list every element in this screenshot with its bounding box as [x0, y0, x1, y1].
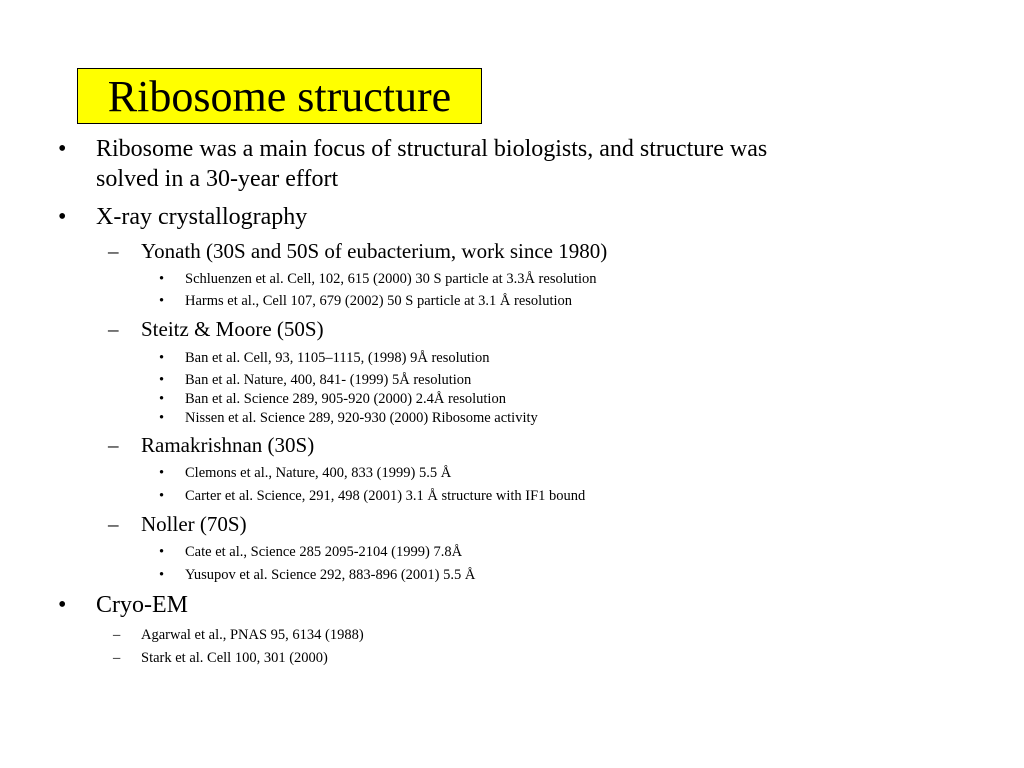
- bullet-marker: –: [108, 512, 119, 536]
- bullet-marker: •: [58, 204, 67, 230]
- bullet-text-level-3: Cate et al., Science 285 2095-2104 (1999) 7.8Å: [185, 544, 463, 560]
- bullet-marker: •: [159, 350, 165, 366]
- bullet-marker: –: [108, 239, 119, 263]
- bullet-marker: •: [159, 465, 165, 481]
- bullet-text-level-3: Clemons et al., Nature, 400, 833 (1999) 5.5 Å: [185, 465, 452, 481]
- bullet-text-level-3: Nissen et al. Science 289, 920-930 (2000) Ribosome activity: [185, 410, 538, 426]
- bullet-text-level-1: Cryo-EM: [96, 592, 188, 618]
- bullet-marker: •: [159, 271, 165, 287]
- bullet-marker: •: [58, 592, 67, 618]
- bullet-marker: •: [159, 488, 165, 504]
- bullet-text-level-3: Ban et al. Science 289, 905-920 (2000) 2.4Å resolution: [185, 391, 506, 407]
- bullet-marker: –: [113, 650, 121, 666]
- bullet-marker: •: [159, 567, 165, 583]
- bullet-text-level-1: solved in a 30-year effort: [96, 166, 339, 192]
- bullet-text-level-3: Yusupov et al. Science 292, 883-896 (2001) 5.5 Å: [185, 567, 476, 583]
- bullet-marker: •: [159, 372, 165, 388]
- bullet-text-level-3: Ban et al. Nature, 400, 841- (1999) 5Å resolution: [185, 372, 472, 388]
- bullet-text-level-2s: Agarwal et al., PNAS 95, 6134 (1988): [141, 627, 364, 643]
- bullet-text-level-2s: Stark et al. Cell 100, 301 (2000): [141, 650, 328, 666]
- bullet-text-level-1: Ribosome was a main focus of structural biologists, and structure was: [96, 136, 768, 162]
- bullet-marker: •: [58, 136, 67, 162]
- bullet-text-level-3: Ban et al. Cell, 93, 1105–1115, (1998) 9Å resolution: [185, 350, 490, 366]
- bullet-text-level-2: Noller (70S): [141, 512, 247, 536]
- title-box: [77, 68, 482, 124]
- bullet-text-level-3: Carter et al. Science, 291, 498 (2001) 3.1 Å structure with IF1 bound: [185, 488, 586, 504]
- bullet-marker: –: [108, 317, 119, 341]
- bullet-marker: –: [108, 433, 119, 457]
- bullet-marker: •: [159, 410, 165, 426]
- bullet-text-level-3: Schluenzen et al. Cell, 102, 615 (2000) 30 S particle at 3.3Å resolution: [185, 271, 597, 287]
- bullet-text-level-1: X-ray crystallography: [96, 204, 308, 230]
- bullet-text-level-2: Steitz & Moore (50S): [141, 317, 324, 341]
- bullet-text-level-2: Yonath (30S and 50S of eubacterium, work since 1980): [141, 239, 608, 263]
- bullet-marker: •: [159, 293, 165, 309]
- slide-title: Ribosome structure: [107, 72, 452, 121]
- bullet-marker: –: [113, 627, 121, 643]
- bullet-marker: •: [159, 544, 165, 560]
- bullet-text-level-3: Harms et al., Cell 107, 679 (2002) 50 S particle at 3.1 Å resolution: [185, 293, 572, 309]
- bullet-marker: •: [159, 391, 165, 407]
- bullet-text-level-2: Ramakrishnan (30S): [141, 433, 315, 457]
